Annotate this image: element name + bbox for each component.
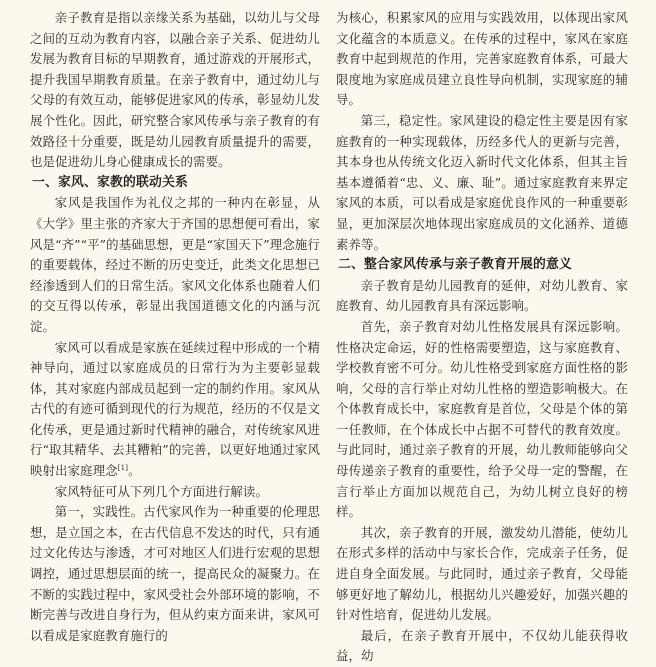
features-intro-paragraph: 家风特征可从下列几个方面进行解读。 [54,483,268,499]
section-heading-2: 二、整合家风传承与亲子教育开展的意义 [338,257,572,273]
citation-ref[interactable]: [1] [117,463,129,472]
left-column [30,8,320,646]
practicality-paragraph: 第一，实践性。古代家风作为一种重要的伦理思想，是立国之本，在古代信息不发达的时代，只有通过文化传达与渗透，才可对地区人们进行宏观的思想调控，通过思想层面的统一，提高民众的凝聚力。在不断的实践过程中，家风受社会外部环境的影响，不断完善与改进自身行为，但从约束方面来讲，家风可以看成是家庭教育施行的 [30,504,320,643]
family-style-spirit-paragraph [30,338,320,482]
paragraph-text: 家风可以看成是家族在延续过程中形成的一个精神导向，通过以家庭成员的日常行为为主要彰显载体，其对家庭内部成员起到一定的制约作用。家风从古代的有迹可循到现代的行为规范，经历的不仅是文化传承，更是通过新时代精神的融合，对传统家风进行“取其精华、去其糟粕”的完善，以更好地通过家风映射出家庭理念 [30,339,320,479]
parent-child-intro-paragraph: 亲子教育是幼儿园教育的延伸，对幼儿教育、家庭教育、幼儿园教育具有深远影响。 [336,277,628,314]
section-heading-1: 一、家风、家教的联动关系 [32,174,188,190]
right-column [336,8,628,667]
first-point-paragraph: 首先，亲子教育对幼儿性格发展具有深远影响。性格决定命运，好的性格需要塑造，这与家庭教育、学校教育密不可分。幼儿性格受到家庭方面性格的影响，父母的言行举止对幼儿性格的塑造影响极大。在个体教育成长中，家庭教育是首位，父母是个体的第一任教师，在个体成长中占据不可替代的教育效度。与此同时，通过亲子教育的开展，幼儿教师能够向父母传递亲子教育的重要性，给予父母一定的警醒，在言行举止方面加以规范自己，为幼儿树立良好的榜样。 [336,318,628,520]
intro-paragraph: 亲子教育是指以亲缘关系为基础，以幼儿与父母之间的互动为教育内容，以融合亲子关系、促进幼儿发展为教育目标的早期教育，通过游戏的开展形式，提升我国早期教育质量。在亲子教育中，通过幼儿与父母的有效互动，能够促进家风的传承，彰显幼儿发展个性化。因此，研究整合家风传承与亲子教育的有效路径十分重要，既是幼儿园教育质量提升的需要，也是促进幼儿身心健康成长的需要。 [30,10,320,170]
paragraph-end: 。 [128,463,141,479]
last-point-paragraph: 最后，在亲子教育开展中，不仅幼儿能获得收益，幼 [336,627,628,664]
stability-paragraph: 第三，稳定性。家风建设的稳定性主要是因有家庭教育的一种实现载体，历经多代人的更新与完善，其本身也从传统文化迈入新时代文化体系，但其主旨基本遵循着“忠、义、廉、耻”。通过家庭教育来界定家风的本质，可以看成是家庭优良作风的一种重要彰显，更加深层次地体现出家庭成员的文化涵养、道德素养等。 [336,112,628,252]
continued-paragraph: 为核心，积累家风的应用与实践效用，以体现出家风文化蕴含的本质意义。在传承的过程中，家风在家庭教育中起到规范的作用，完善家庭教育体系，可最大限度地为家庭成员建立良性导向机制，实现家庭的辅导。 [336,10,628,108]
second-point-paragraph: 其次，亲子教育的开展，激发幼儿潜能，使幼儿在形式多样的活动中与家长合作，完成亲子任务，促进自身全面发展。与此同时，通过亲子教育，父母能够更好地了解幼儿，根据幼儿兴趣爱好，加强兴趣的针对性培育，促进幼儿发展。 [336,524,628,623]
family-style-paragraph: 家风是我国作为礼仪之邦的一种内在彰显，从《大学》里主张的齐家大于齐国的思想便可看出，家风是“齐”“平”的基础思想，更是“家国天下”理念施行的重要载体，经过不断的历史变迁，此类文化思想已经渗透到人们的日常生活。家风文化体系也随着人们的交互得以传承，彰显出我国道德文化的内涵与沉淀。 [30,195,320,334]
